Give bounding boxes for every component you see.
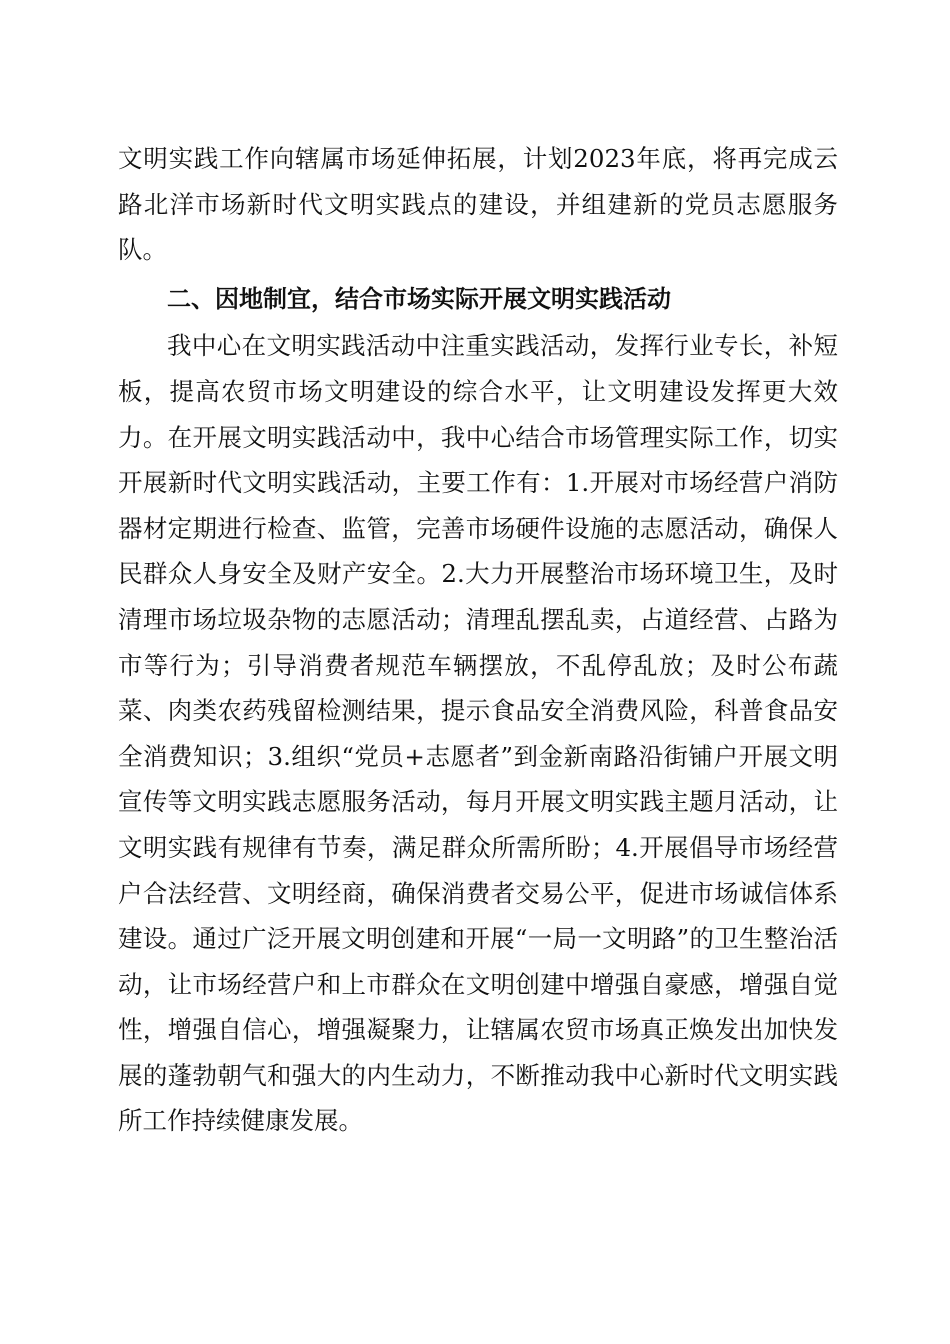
continuation-paragraph: 文明实践工作向辖属市场延伸拓展，计划2023年底，将再完成云路北洋市场新时代文明实践点的建设，并组建新的党员志愿服务队。 bbox=[118, 144, 838, 265]
document-body bbox=[118, 136, 838, 1144]
section-heading: 二、因地制宜，结合市场实际开展文明实践活动 bbox=[167, 284, 671, 313]
body-paragraph: 我中心在文明实践活动中注重实践活动，发挥行业专长，补短板，提高农贸市场文明建设的综合水平，让文明建设发挥更大效力。在开展文明实践活动中，我中心结合市场管理实际工作，切实开展新时代文明实践活动，主要工作有：1.开展对市场经营户消防器材定期进行检查、监管，完善市场硬件设施的志愿活动，确保人民群众人身安全及财产安全。2.大力开展整治市场环境卫生，及时清理市场垃圾杂物的志愿活动；清理乱摆乱卖，占道经营、占路为市等行为；引导消费者规范车辆摆放，不乱停乱放；及时公布蔬菜、肉类农药残留检测结果，提示食品安全消费风险，科普食品安全消费知识；3.组织“党员+志愿者”到金新南路沿街铺户开展文明宣传等文明实践志愿服务活动，每月开展文明实践主题月活动，让文明实践有规律有节奏，满足群众所需所盼；4.开展倡导市场经营户合法经营、文明经商，确保消费者交易公平，促进市场诚信体系建设。通过广泛开展文明创建和开展“一局一文明路”的卫生整治活动，让市场经营户和上市群众在文明创建中增强自豪感，增强自觉性，增强自信心，增强凝聚力，让辖属农贸市场真正焕发出加快发展的蓬勃朝气和强大的内生动力，不断推动我中心新时代文明实践所工作持续健康发展。 bbox=[118, 331, 838, 1136]
